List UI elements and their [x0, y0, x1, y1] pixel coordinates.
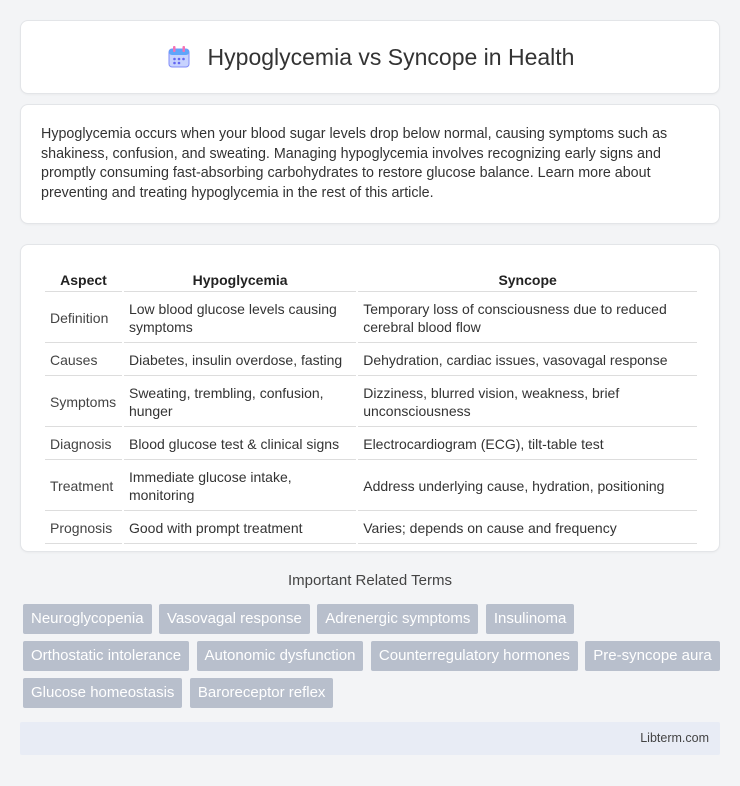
- row-syncope: Varies; depends on cause and frequency: [358, 513, 697, 544]
- table-row: [45, 429, 697, 460]
- table-header-row: [45, 267, 697, 292]
- row-hypoglycemia: Diabetes, insulin overdose, fasting: [124, 345, 356, 376]
- row-aspect: Diagnosis: [45, 429, 122, 460]
- row-syncope: Dizziness, blurred vision, weakness, brief unconsciousness: [358, 378, 697, 427]
- table-row: [45, 378, 697, 427]
- row-syncope: Temporary loss of consciousness due to reduced cerebral blood flow: [358, 294, 697, 343]
- related-terms-title: Important Related Terms: [288, 572, 452, 589]
- term-tag[interactable]: Insulinoma: [486, 604, 575, 634]
- row-aspect: Prognosis: [45, 513, 122, 544]
- table-row: [45, 462, 697, 511]
- row-syncope: Dehydration, cardiac issues, vasovagal response: [358, 345, 697, 376]
- term-tag[interactable]: Glucose homeostasis: [23, 678, 182, 708]
- row-hypoglycemia: Good with prompt treatment: [124, 513, 356, 544]
- header-hypoglycemia: Hypoglycemia: [124, 267, 356, 292]
- term-tag[interactable]: Counterregulatory hormones: [371, 641, 578, 671]
- comparison-card: [20, 244, 720, 552]
- row-hypoglycemia: Immediate glucose intake, monitoring: [124, 462, 356, 511]
- header-syncope: Syncope: [358, 267, 697, 292]
- row-aspect: Treatment: [45, 462, 122, 511]
- term-tag[interactable]: Orthostatic intolerance: [23, 641, 189, 671]
- row-syncope: Electrocardiogram (ECG), tilt-table test: [358, 429, 697, 460]
- comparison-table: [43, 265, 699, 546]
- page-title: Hypoglycemia vs Syncope in Health: [207, 43, 575, 70]
- table-row: [45, 513, 697, 544]
- row-aspect: Causes: [45, 345, 122, 376]
- table-row: [45, 294, 697, 343]
- related-terms-list: [23, 604, 723, 715]
- row-syncope: Address underlying cause, hydration, positioning: [358, 462, 697, 511]
- term-tag[interactable]: Autonomic dysfunction: [197, 641, 364, 671]
- intro-text: Hypoglycemia occurs when your blood sugar levels drop below normal, causing symptoms such as shakiness, confusion, and sweating. Managing hypoglycemia involves recognizing early signs and promptly consuming fast-absorbing carbohydrates to restore glucose balance. Learn more about preventing and treating hypoglycemia in the rest of this article.: [41, 126, 668, 201]
- footer: [20, 722, 720, 755]
- term-tag[interactable]: Adrenergic symptoms: [317, 604, 478, 634]
- intro-card: [20, 104, 720, 224]
- header-aspect: Aspect: [45, 267, 122, 292]
- term-tag[interactable]: Baroreceptor reflex: [190, 678, 334, 708]
- row-aspect: Symptoms: [45, 378, 122, 427]
- row-hypoglycemia: Low blood glucose levels causing symptoms: [124, 294, 356, 343]
- row-hypoglycemia: Blood glucose test & clinical signs: [124, 429, 356, 460]
- term-tag[interactable]: Vasovagal response: [159, 604, 310, 634]
- header-card: [20, 20, 720, 94]
- row-hypoglycemia: Sweating, trembling, confusion, hunger: [124, 378, 356, 427]
- calendar-icon: [166, 44, 192, 70]
- term-tag[interactable]: Pre-syncope aura: [585, 641, 719, 671]
- term-tag[interactable]: Neuroglycopenia: [23, 604, 152, 634]
- row-aspect: Definition: [45, 294, 122, 343]
- table-row: [45, 345, 697, 376]
- footer-site-link[interactable]: Libterm.com: [640, 731, 709, 745]
